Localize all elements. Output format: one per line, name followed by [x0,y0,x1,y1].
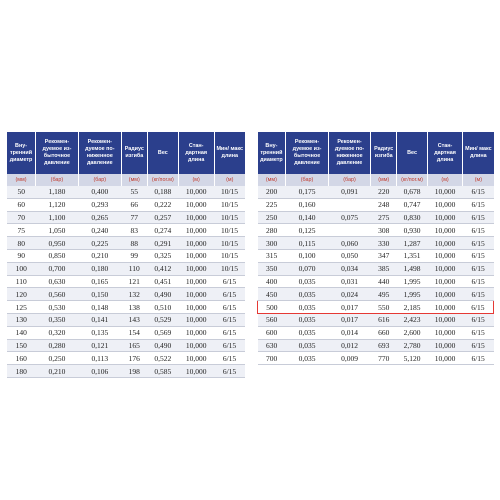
table-cell: 1,351 [397,249,428,262]
table-row [7,313,245,326]
table-cell: 0,175 [286,186,328,198]
table-cell: 10,000 [427,198,462,211]
table-cell: 0,257 [147,211,178,224]
unit-cell: (мм) [371,174,397,186]
table-cell: 0,160 [286,198,328,211]
table-cell: 495 [371,288,397,301]
table-row [7,249,245,262]
table-cell: 0,009 [328,352,370,365]
table-cell: 10,000 [427,313,462,326]
table-cell: 138 [121,301,147,314]
table-cell: 0,530 [36,301,79,314]
table-cell: 0,210 [78,249,121,262]
table-cell: 10,000 [178,237,214,250]
table-cell: 6/15 [463,262,494,275]
table-cell: 0,850 [36,249,79,262]
table-cell: 6/15 [214,352,245,365]
table-cell: 350 [258,262,286,275]
table-cell: 6/15 [463,249,494,262]
left-spec-table-container [7,132,245,378]
column-header: Вес [397,132,428,174]
table-cell: 6/15 [463,237,494,250]
table-cell: 770 [371,352,397,365]
table-cell: 0,034 [328,262,370,275]
unit-cell: (мм) [258,174,286,186]
table-row [7,275,245,288]
table-cell: 0,700 [36,262,79,275]
table-cell: 10,000 [427,339,462,352]
table-cell: 0,135 [78,326,121,339]
highlighted-table-row [258,301,494,314]
table-cell: 6/15 [463,211,494,224]
table-cell: 160 [7,352,36,365]
table-cell: 0,585 [147,365,178,378]
table-cell: 700 [258,352,286,365]
table-cell: 10,000 [178,352,214,365]
unit-cell: (м) [463,174,494,186]
table-cell: 6/15 [463,313,494,326]
table-cell: 6/15 [463,352,494,365]
table-cell: 10,000 [427,262,462,275]
table-cell: 450 [258,288,286,301]
table-cell: 0,150 [78,288,121,301]
table-cell: 100 [7,262,36,275]
table-row [7,339,245,352]
unit-cell: (мм) [7,174,36,186]
table-cell: 0,240 [78,224,121,237]
unit-cell: (мм) [121,174,147,186]
right-table-body [258,174,494,365]
table-cell: 693 [371,339,397,352]
column-header: Вес [147,132,178,174]
table-cell: 250 [258,211,286,224]
table-row [258,224,494,237]
table-cell: 0,560 [36,288,79,301]
table-cell: 198 [121,365,147,378]
table-cell: 0,950 [36,237,79,250]
table-row [7,301,245,314]
table-cell: 66 [121,198,147,211]
table-cell: 10/15 [214,262,245,275]
table-cell: 99 [121,249,147,262]
table-cell: 1,287 [397,237,428,250]
table-cell: 280 [258,224,286,237]
table-cell: 0,017 [328,313,370,326]
table-cell: 2,423 [397,313,428,326]
table-cell: 176 [121,352,147,365]
table-cell: 0,165 [78,275,121,288]
table-cell: 10,000 [178,301,214,314]
column-header: Рекомен-дуемое из-быточное давление [36,132,79,174]
table-row [258,326,494,339]
table-cell: 500 [258,301,286,314]
table-cell: 10,000 [178,262,214,275]
table-cell: 80 [7,237,36,250]
units-row [7,174,245,186]
table-cell: 0,291 [147,237,178,250]
table-row [258,275,494,288]
table-cell: 10,000 [178,211,214,224]
table-cell: 0,100 [286,249,328,262]
table-cell: 347 [371,249,397,262]
table-cell: 6/15 [214,313,245,326]
unit-cell: (бар) [78,174,121,186]
table-cell: 2,185 [397,301,428,314]
table-cell: 10/15 [214,249,245,262]
table-cell: 10,000 [427,326,462,339]
table-cell: 0,412 [147,262,178,275]
column-header: Радиус изгиба [121,132,147,174]
table-row [7,365,245,378]
table-cell: 6/15 [214,288,245,301]
table-cell: 88 [121,237,147,250]
table-row [7,288,245,301]
table-cell: 6/15 [463,224,494,237]
table-cell: 2,600 [397,326,428,339]
table-cell: 6/15 [463,275,494,288]
table-row [258,198,494,211]
table-cell: 308 [371,224,397,237]
table-cell: 0,035 [286,313,328,326]
table-cell: 0,180 [78,262,121,275]
table-cell: 660 [371,326,397,339]
table-cell: 1,995 [397,288,428,301]
table-cell: 0,024 [328,288,370,301]
column-header: Стан-дартная длина [427,132,462,174]
table-cell: 110 [7,275,36,288]
table-cell: 10,000 [178,288,214,301]
table-cell: 10/15 [214,211,245,224]
table-cell: 180 [7,365,36,378]
table-cell: 0,121 [78,339,121,352]
table-cell: 0,325 [147,249,178,262]
table-cell: 330 [371,237,397,250]
table-cell: 70 [7,211,36,224]
table-cell: 0,148 [78,301,121,314]
table-cell: 0,141 [78,313,121,326]
table-row [7,211,245,224]
unit-cell: (кг/пог.м) [147,174,178,186]
column-header: Стан-дартная длина [178,132,214,174]
table-row [7,237,245,250]
table-cell: 0,106 [78,365,121,378]
table-cell: 10/15 [214,186,245,198]
table-cell: 140 [7,326,36,339]
table-row [7,198,245,211]
column-header: Вну-тренний диаметр [7,132,36,174]
table-cell: 10,000 [178,186,214,198]
units-row [258,174,494,186]
table-cell: 400 [258,275,286,288]
table-cell: 0,830 [397,211,428,224]
table-cell: 5,120 [397,352,428,365]
table-cell: 10/15 [214,237,245,250]
table-cell: 0,222 [147,198,178,211]
table-cell: 10,000 [178,339,214,352]
table-cell: 315 [258,249,286,262]
table-cell: 165 [121,339,147,352]
table-cell: 110 [121,262,147,275]
table-cell: 440 [371,275,397,288]
table-cell: 0,350 [36,313,79,326]
column-header: Мин/ макс длина [214,132,245,174]
table-cell: 1,498 [397,262,428,275]
table-cell: 0,012 [328,339,370,352]
table-cell: 6/15 [463,301,494,314]
table-row [258,288,494,301]
table-cell: 6/15 [214,301,245,314]
table-cell: 10/15 [214,198,245,211]
table-cell: 300 [258,237,286,250]
table-cell: 6/15 [463,288,494,301]
table-cell: 0,035 [286,301,328,314]
table-cell: 10,000 [178,365,214,378]
table-cell: 0,115 [286,237,328,250]
table-cell: 1,050 [36,224,79,237]
table-cell: 0,014 [328,326,370,339]
column-header: Вну-тренний диаметр [258,132,286,174]
column-header: Рекомен-дуемое по-ниженное давление [78,132,121,174]
table-cell: 154 [121,326,147,339]
right-spec-table [257,132,494,365]
table-cell: 10,000 [427,224,462,237]
table-cell: 0,225 [78,237,121,250]
table-cell: 6/15 [463,326,494,339]
left-spec-table [7,132,245,378]
table-cell: 600 [258,326,286,339]
table-cell [328,198,370,211]
table-row [258,339,494,352]
table-cell [328,224,370,237]
table-cell: 6/15 [463,339,494,352]
table-cell: 10,000 [178,249,214,262]
table-row [258,262,494,275]
table-cell: 0,070 [286,262,328,275]
left-header-row [7,132,245,174]
table-cell: 125 [7,301,36,314]
table-cell: 0,274 [147,224,178,237]
table-cell: 6/15 [463,186,494,198]
unit-cell: (бар) [36,174,79,186]
table-cell: 630 [258,339,286,352]
table-cell: 0,035 [286,275,328,288]
left-table-body [7,174,245,377]
table-cell: 1,100 [36,211,79,224]
table-cell: 90 [7,249,36,262]
table-cell: 0,522 [147,352,178,365]
table-cell: 60 [7,198,36,211]
unit-cell: (м) [427,174,462,186]
table-cell: 1,180 [36,186,79,198]
table-cell: 0,320 [36,326,79,339]
table-cell: 10,000 [427,186,462,198]
table-cell: 10,000 [427,211,462,224]
table-cell: 0,091 [328,186,370,198]
table-cell: 0,490 [147,339,178,352]
table-cell: 6/15 [214,275,245,288]
table-cell: 248 [371,198,397,211]
table-cell: 0,569 [147,326,178,339]
table-cell: 150 [7,339,36,352]
table-cell: 10,000 [427,352,462,365]
table-cell: 0,265 [78,211,121,224]
table-cell: 220 [371,186,397,198]
column-header: Мин/ макс длина [463,132,494,174]
table-cell: 0,490 [147,288,178,301]
table-cell: 0,630 [36,275,79,288]
table-cell: 560 [258,313,286,326]
table-cell: 0,035 [286,326,328,339]
table-cell: 10,000 [178,198,214,211]
table-cell: 10,000 [178,224,214,237]
table-cell: 1,120 [36,198,79,211]
table-cell: 143 [121,313,147,326]
table-cell: 0,510 [147,301,178,314]
table-cell: 0,140 [286,211,328,224]
table-row [258,211,494,224]
column-header: Рекомен-дуемое из-быточное давление [286,132,328,174]
table-cell: 2,780 [397,339,428,352]
table-cell: 0,075 [328,211,370,224]
table-cell: 225 [258,198,286,211]
table-cell: 6/15 [214,339,245,352]
table-row [7,224,245,237]
table-cell: 0,400 [78,186,121,198]
table-cell: 0,747 [397,198,428,211]
table-row [258,237,494,250]
table-cell: 75 [7,224,36,237]
table-row [7,326,245,339]
table-cell: 55 [121,186,147,198]
table-cell: 10,000 [427,275,462,288]
unit-cell: (бар) [328,174,370,186]
table-cell: 83 [121,224,147,237]
table-cell: 0,035 [286,288,328,301]
table-cell: 10,000 [427,301,462,314]
table-cell: 0,293 [78,198,121,211]
right-header-row [258,132,494,174]
table-cell: 10,000 [178,326,214,339]
right-spec-table-container [257,132,494,365]
table-cell: 10,000 [178,313,214,326]
column-header: Радиус изгиба [371,132,397,174]
table-row [258,313,494,326]
table-cell: 0,017 [328,301,370,314]
unit-cell: (кг/пог.м) [397,174,428,186]
table-row [258,249,494,262]
table-cell: 385 [371,262,397,275]
table-cell: 0,188 [147,186,178,198]
table-cell: 616 [371,313,397,326]
unit-cell: (м) [214,174,245,186]
table-row [258,186,494,198]
table-cell: 200 [258,186,286,198]
table-row [7,352,245,365]
table-cell: 275 [371,211,397,224]
table-cell: 0,529 [147,313,178,326]
table-cell: 6/15 [214,326,245,339]
table-cell: 6/15 [463,198,494,211]
table-cell: 0,035 [286,339,328,352]
table-row [7,186,245,198]
table-cell: 130 [7,313,36,326]
table-cell: 0,060 [328,237,370,250]
table-cell: 0,113 [78,352,121,365]
table-row [258,352,494,365]
unit-cell: (бар) [286,174,328,186]
table-cell: 10,000 [427,288,462,301]
table-cell: 132 [121,288,147,301]
table-cell: 50 [7,186,36,198]
unit-cell: (м) [178,174,214,186]
table-cell: 10,000 [427,249,462,262]
table-row [7,262,245,275]
table-cell: 121 [121,275,147,288]
table-cell: 0,250 [36,352,79,365]
table-cell: 120 [7,288,36,301]
table-cell: 0,930 [397,224,428,237]
table-cell: 6/15 [214,365,245,378]
table-cell: 10,000 [427,237,462,250]
table-cell: 10,000 [178,275,214,288]
table-cell: 10/15 [214,224,245,237]
table-cell: 0,031 [328,275,370,288]
table-cell: 0,678 [397,186,428,198]
column-header: Рекомен-дуемое по-ниженное давление [328,132,370,174]
table-cell: 1,995 [397,275,428,288]
table-cell: 550 [371,301,397,314]
table-cell: 0,210 [36,365,79,378]
table-cell: 0,451 [147,275,178,288]
table-cell: 0,035 [286,352,328,365]
table-cell: 0,050 [328,249,370,262]
table-cell: 0,280 [36,339,79,352]
table-cell: 77 [121,211,147,224]
table-cell: 0,125 [286,224,328,237]
